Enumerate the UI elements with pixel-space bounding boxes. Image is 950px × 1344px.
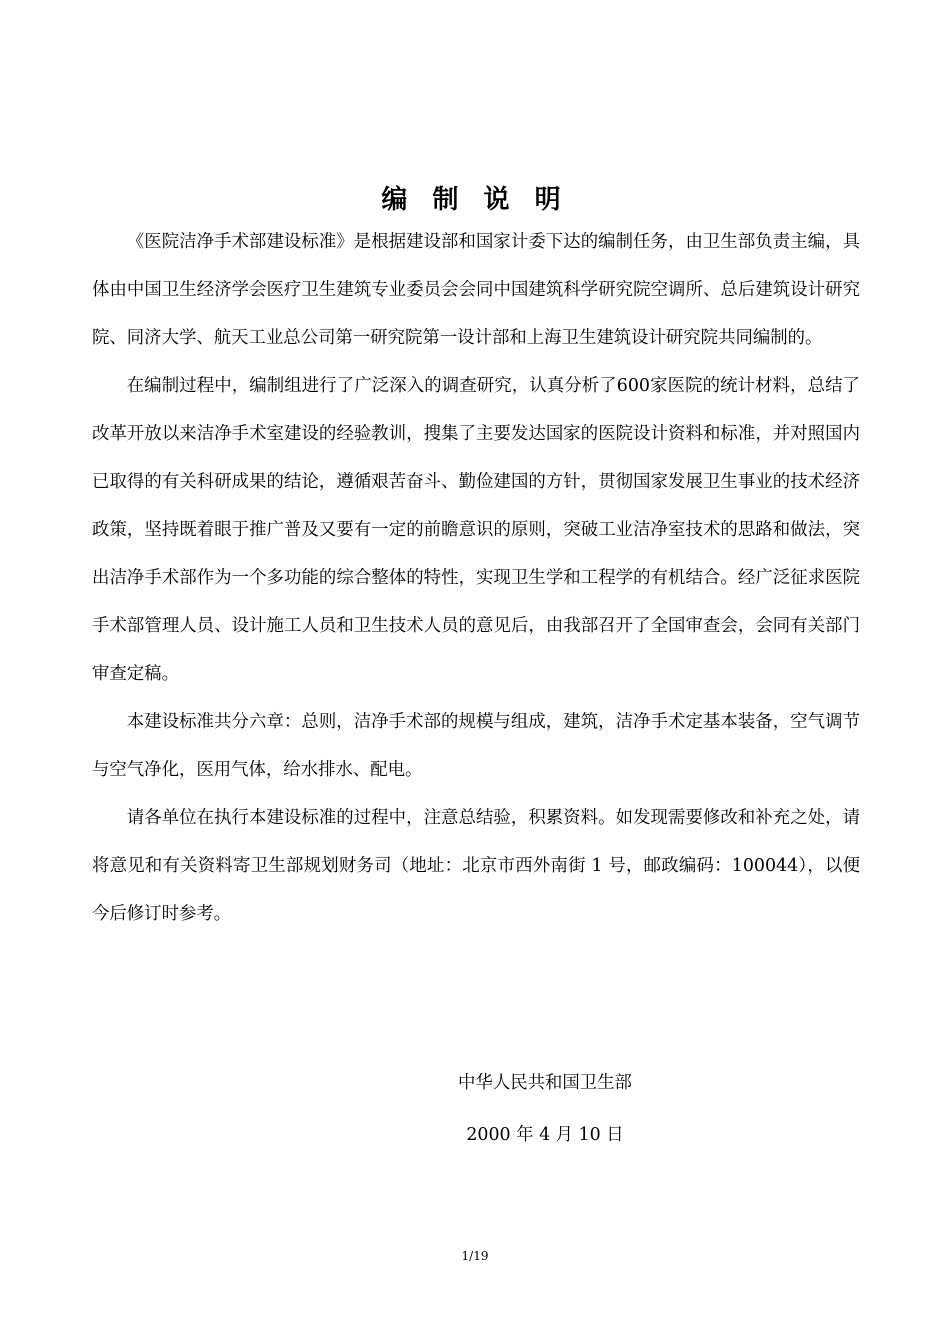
page-title: 编 制 说 明 — [381, 185, 569, 215]
paragraph-chapters: 本建设标准共分六章：总则，洁净手术部的规模与组成，建筑，洁净手术定基本装备，空气调节与空气净化，医用气体，给水排水、配电。 — [92, 712, 860, 780]
page-number: 1/19 — [461, 1249, 489, 1263]
paragraph-process: 在编制过程中，编制组进行了广泛深入的调查研究，认真分析了600家医院的统计材料，总结了改革开放以来洁净手术室建设的经验教训，搜集了主要发达国家的医院设计资料和标准，并对照国内已取得的有关科研成果的结论，遵循艰苦奋斗、勤俭建国的方针，贯彻国家发展卫生事业的技术经济政策，坚持既着眼于推广普及又要有一定的前瞻意识的原则，突破工业洁净室技术的思路和做法，突出洁净手术部作为一个多功能的综合整体的特性，实现卫生学和工程学的有机结合。经广泛征求医院手术部管理人员、设计施工人员和卫生技术人员的意见后，由我部召开了全国审查会，会同有关部门审查定稿。 — [92, 376, 860, 684]
paragraph-feedback: 请各单位在执行本建设标准的过程中，注意总结验，积累资料。如发现需要修改和补充之处，请将意见和有关资料寄卫生部规划财务司（地址：北京市西外南街 1 号，邮政编码：100044），以便今后修订时参考。 — [92, 808, 860, 924]
paragraph-intro: 《医院洁净手术部建设标准》是根据建设部和国家计委下达的编制任务，由卫生部负责主编，具体由中国卫生经济学会医疗卫生建筑专业委员会会同中国建筑科学研究院空调所、总后建筑设计研究院、同济大学、航天工业总公司第一研究院第一设计部和上海卫生建筑设计研究院共同编制的。 — [92, 232, 860, 348]
signature-date: 2000 年 4 月 10 日 — [466, 1125, 624, 1145]
document-body — [92, 218, 860, 938]
signature-organization: 中华人民共和国卫生部 — [458, 1073, 632, 1093]
